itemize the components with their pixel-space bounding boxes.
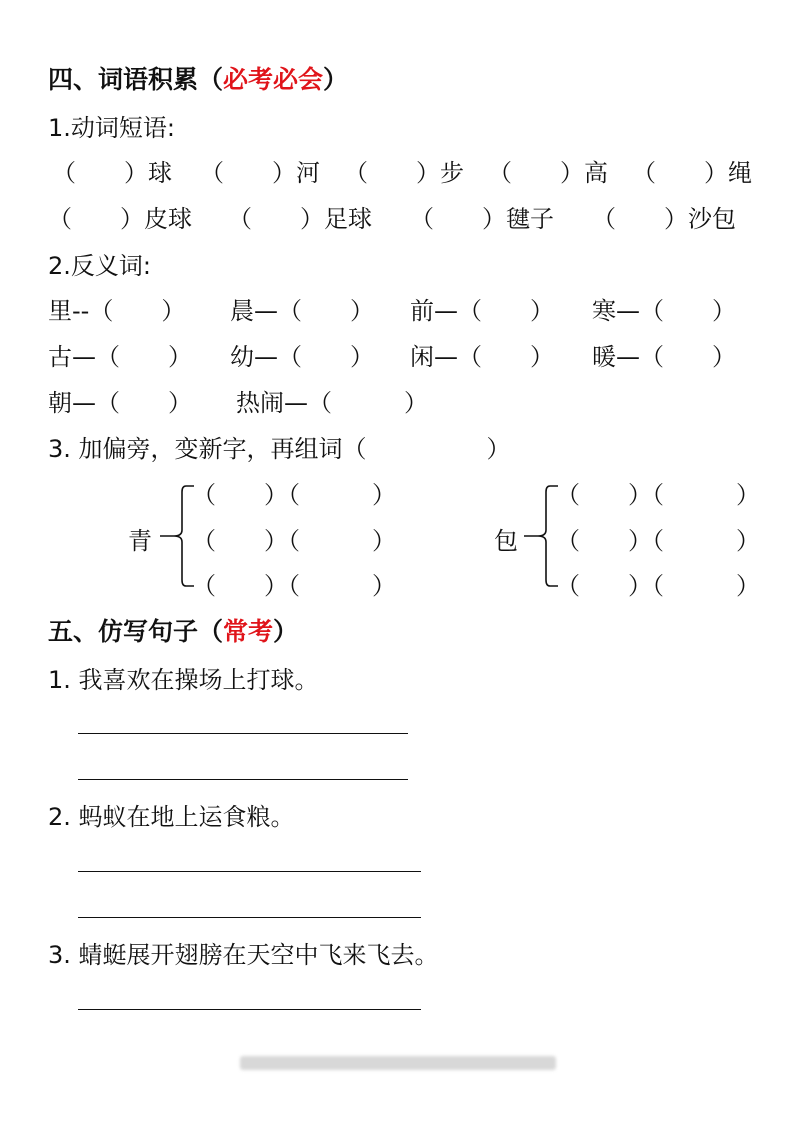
q1-item[interactable]: （ ）足球	[228, 205, 372, 233]
section5-title	[48, 612, 298, 648]
q2-label: 2.反义词:	[48, 252, 151, 280]
q1-item[interactable]: （ ）高	[488, 159, 608, 187]
q2-item[interactable]: 里--（ ）	[48, 297, 186, 325]
left-slot[interactable]: （ ）（ ）	[192, 572, 396, 600]
answer-line[interactable]	[78, 1009, 421, 1010]
q1-item[interactable]: （ ）绳	[632, 159, 752, 187]
q1-item[interactable]: （ ）沙包	[592, 205, 736, 233]
q2-item[interactable]: 前—（ ）	[410, 297, 554, 325]
q1-item[interactable]: （ ）球	[52, 159, 172, 187]
right-slot[interactable]: （ ）（ ）	[556, 527, 760, 555]
section5-highlight: 常考	[223, 617, 274, 646]
q3-label: 3. 加偏旁，变新字，再组词（ ）	[48, 435, 511, 463]
q1-label: 1.动词短语:	[48, 114, 175, 142]
answer-line[interactable]	[78, 917, 421, 918]
answer-line[interactable]	[78, 871, 421, 872]
answer-line[interactable]	[78, 779, 408, 780]
left-slot[interactable]: （ ）（ ）	[192, 481, 396, 509]
section5-title-text: 五、仿写句子（	[48, 617, 224, 646]
q2-item[interactable]: 寒—（ ）	[592, 297, 736, 325]
q1-item[interactable]: （ ）皮球	[48, 205, 192, 233]
q2-item[interactable]: 闲—（ ）	[410, 343, 554, 371]
q2-item[interactable]: 暖—（ ）	[592, 343, 736, 371]
sentence-prompt: 2. 蚂蚁在地上运食粮。	[48, 803, 295, 831]
left-root-char: 青	[128, 527, 152, 555]
q2-item[interactable]: 古—（ ）	[48, 343, 192, 371]
right-root-char: 包	[494, 527, 518, 555]
section4-highlight: 必考必会	[223, 65, 324, 94]
right-slot[interactable]: （ ）（ ）	[556, 572, 760, 600]
section4-title-close: ）	[323, 65, 349, 94]
q2-item[interactable]: 晨—（ ）	[230, 297, 374, 325]
q1-item[interactable]: （ ）步	[344, 159, 464, 187]
answer-line[interactable]	[78, 733, 408, 734]
sentence-prompt: 1. 我喜欢在操场上打球。	[48, 666, 319, 694]
left-slot[interactable]: （ ）（ ）	[192, 527, 396, 555]
section5-title-close: ）	[273, 617, 299, 646]
sentence-prompt: 3. 蜻蜓展开翅膀在天空中飞来飞去。	[48, 941, 439, 969]
q2-item[interactable]: 幼—（ ）	[230, 343, 374, 371]
q2-item[interactable]: 朝—（ ）	[48, 389, 192, 417]
section4-title-text: 四、词语积累（	[48, 65, 224, 94]
q1-item[interactable]: （ ）河	[200, 159, 320, 187]
q1-item[interactable]: （ ）毽子	[410, 205, 554, 233]
right-slot[interactable]: （ ）（ ）	[556, 481, 760, 509]
section4-title	[48, 60, 348, 96]
blurred-watermark	[240, 1056, 556, 1070]
q2-item[interactable]: 热闹—（ ）	[236, 389, 428, 417]
